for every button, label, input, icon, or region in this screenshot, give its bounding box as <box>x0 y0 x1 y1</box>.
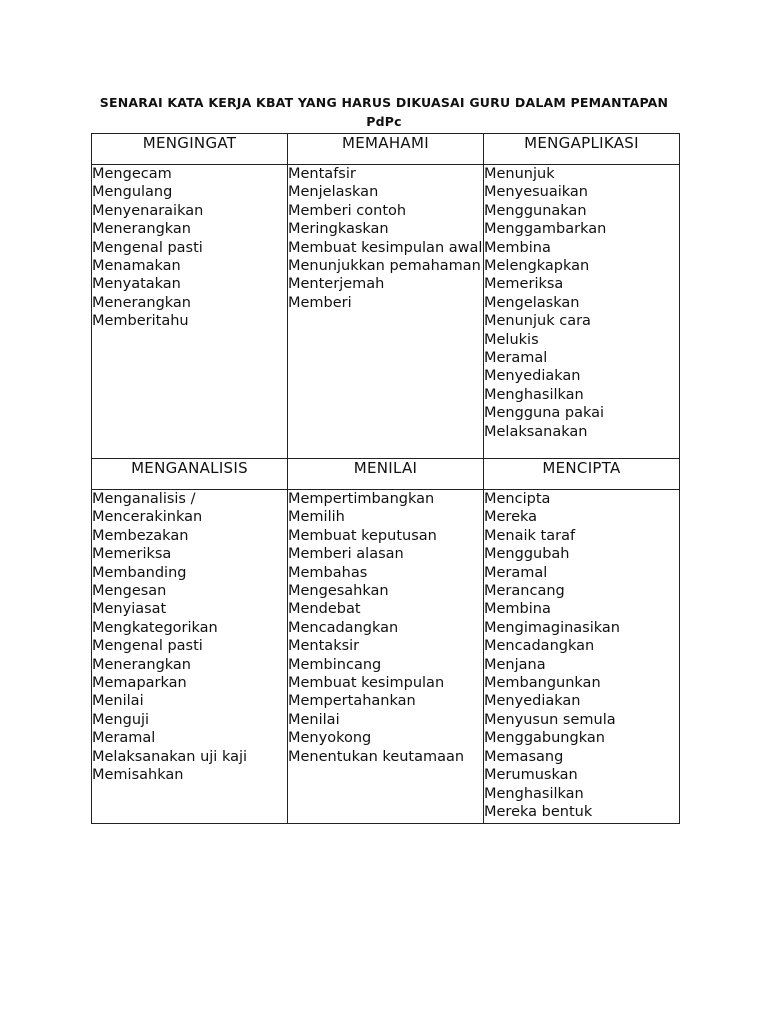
verb-item: Mendebat <box>288 601 361 618</box>
column-header-mengaplikasi: MENGAPLIKASI <box>484 134 680 165</box>
verb-item: Menggubah <box>484 546 570 563</box>
verb-item: Membina <box>484 239 551 256</box>
word-cell-mencipta <box>484 490 680 824</box>
verb-item: Melengkapkan <box>484 258 590 275</box>
verb-item: Memeriksa <box>92 546 172 563</box>
verb-list <box>484 165 679 441</box>
verb-item: Mengguna pakai <box>484 405 605 422</box>
verb-item: Menaik taraf <box>484 527 576 544</box>
verb-item: Mengulang <box>92 184 173 201</box>
verb-item: Menunjuk <box>484 166 555 182</box>
verb-item: Membuat kesimpulan <box>288 675 445 692</box>
verb-item: Membuat kesimpulan awal <box>288 239 483 256</box>
verb-item: Mengecam <box>92 166 172 182</box>
kbat-verb-table <box>91 133 680 824</box>
verb-item: Menamakan <box>92 258 181 275</box>
verb-item: Menterjemah <box>288 276 385 293</box>
verb-item: Membangunkan <box>484 675 601 692</box>
word-cell-menganalisis <box>92 490 288 824</box>
verb-list <box>484 490 679 821</box>
title-line-1: SENARAI KATA KERJA KBAT YANG HARUS DIKUASAI GURU DALAM PEMANTAPAN <box>99 95 669 110</box>
verb-list <box>288 165 483 312</box>
verb-item: Menguji <box>92 711 150 728</box>
verb-item: Meramal <box>92 730 156 747</box>
verb-item: Menjelaskan <box>288 184 379 201</box>
verb-item: Mencerakinkan <box>92 509 203 526</box>
verb-item: Mengkategorikan <box>92 619 218 636</box>
verb-item: Mengimaginasikan <box>484 619 620 636</box>
verb-item: Mengesahkan <box>288 583 389 600</box>
verb-list <box>92 165 287 331</box>
column-header-mencipta: MENCIPTA <box>484 459 680 490</box>
verb-item: Mengelaskan <box>484 294 580 311</box>
verb-item: Memaparkan <box>92 675 187 692</box>
verb-item: Menggambarkan <box>484 221 607 238</box>
verb-item: Menyenaraikan <box>92 202 204 219</box>
word-cell-memahami <box>288 165 484 459</box>
verb-item: Menilai <box>288 711 340 728</box>
verb-item: Membezakan <box>92 527 189 544</box>
verb-item: Menyesuaikan <box>484 184 588 201</box>
verb-item: Memberi <box>288 294 352 311</box>
column-header-mengingat: MENGINGAT <box>92 134 288 165</box>
verb-item: Merumuskan <box>484 767 578 784</box>
verb-item: Menentukan keutamaan <box>288 748 465 765</box>
verb-item: Menerangkan <box>92 656 192 673</box>
words-row-2 <box>92 490 680 824</box>
verb-item: Memeriksa <box>484 276 564 293</box>
verb-item: Memilih <box>288 509 345 526</box>
page-title <box>60 93 708 131</box>
verb-item: Mentafsir <box>288 166 356 182</box>
verb-item: Mentaksir <box>288 638 360 655</box>
verb-item: Membuat keputusan <box>288 527 437 544</box>
verb-item: Mengesan <box>92 583 167 600</box>
verb-item: Menyatakan <box>92 276 181 293</box>
verb-item: Menggunakan <box>484 202 587 219</box>
verb-item: Melaksanakan <box>484 423 588 440</box>
verb-item: Memberi contoh <box>288 202 407 219</box>
column-header-menganalisis: MENGANALISIS <box>92 459 288 490</box>
verb-item: Mengenal pasti <box>92 239 203 256</box>
column-header-memahami: MEMAHAMI <box>288 134 484 165</box>
verb-item: Mencipta <box>484 491 551 507</box>
verb-item: Mengenal pasti <box>92 638 203 655</box>
verb-item: Mereka <box>484 509 538 526</box>
verb-item: Mempertimbangkan <box>288 491 435 507</box>
verb-item: Menganalisis / <box>92 491 196 507</box>
verb-item: Membina <box>484 601 551 618</box>
verb-item: Menerangkan <box>92 221 192 238</box>
verb-item: Menyediakan <box>484 693 581 710</box>
verb-item: Menjana <box>484 656 546 673</box>
verb-item: Menerangkan <box>92 294 192 311</box>
verb-item: Meringkaskan <box>288 221 389 238</box>
word-cell-menilai <box>288 490 484 824</box>
verb-item: Melaksanakan uji kaji <box>92 748 248 765</box>
verb-item: Mencadangkan <box>484 638 595 655</box>
verb-item: Memberi alasan <box>288 546 404 563</box>
verb-item: Membincang <box>288 656 382 673</box>
verb-item: Memasang <box>484 748 564 765</box>
verb-item: Menunjukkan pemahaman <box>288 258 481 275</box>
verb-list <box>288 490 483 766</box>
verb-item: Menunjuk cara <box>484 313 591 330</box>
verb-item: Menyusun semula <box>484 711 616 728</box>
verb-item: Menyiasat <box>92 601 167 618</box>
verb-item: Membahas <box>288 564 368 581</box>
verb-item: Menyokong <box>288 730 372 747</box>
verb-item: Meramal <box>484 564 548 581</box>
verb-item: Memisahkan <box>92 767 184 784</box>
verb-item: Merancang <box>484 583 565 600</box>
header-row-2 <box>92 459 680 490</box>
verb-item: Menghasilkan <box>484 785 584 802</box>
title-line-2: PdPc <box>366 114 402 129</box>
verb-item: Mereka bentuk <box>484 803 593 820</box>
verb-list <box>92 490 287 785</box>
verb-item: Mencadangkan <box>288 619 399 636</box>
word-cell-mengaplikasi <box>484 165 680 459</box>
verb-item: Menghasilkan <box>484 386 584 403</box>
word-cell-mengingat <box>92 165 288 459</box>
verb-item: Menyediakan <box>484 368 581 385</box>
verb-item: Memberitahu <box>92 313 189 330</box>
verb-item: Membanding <box>92 564 187 581</box>
column-header-menilai: MENILAI <box>288 459 484 490</box>
verb-item: Meramal <box>484 350 548 367</box>
header-row-1 <box>92 134 680 165</box>
verb-item: Mempertahankan <box>288 693 416 710</box>
verb-item: Melukis <box>484 331 539 348</box>
verb-item: Menilai <box>92 693 144 710</box>
words-row-1 <box>92 165 680 459</box>
verb-item: Menggabungkan <box>484 730 605 747</box>
